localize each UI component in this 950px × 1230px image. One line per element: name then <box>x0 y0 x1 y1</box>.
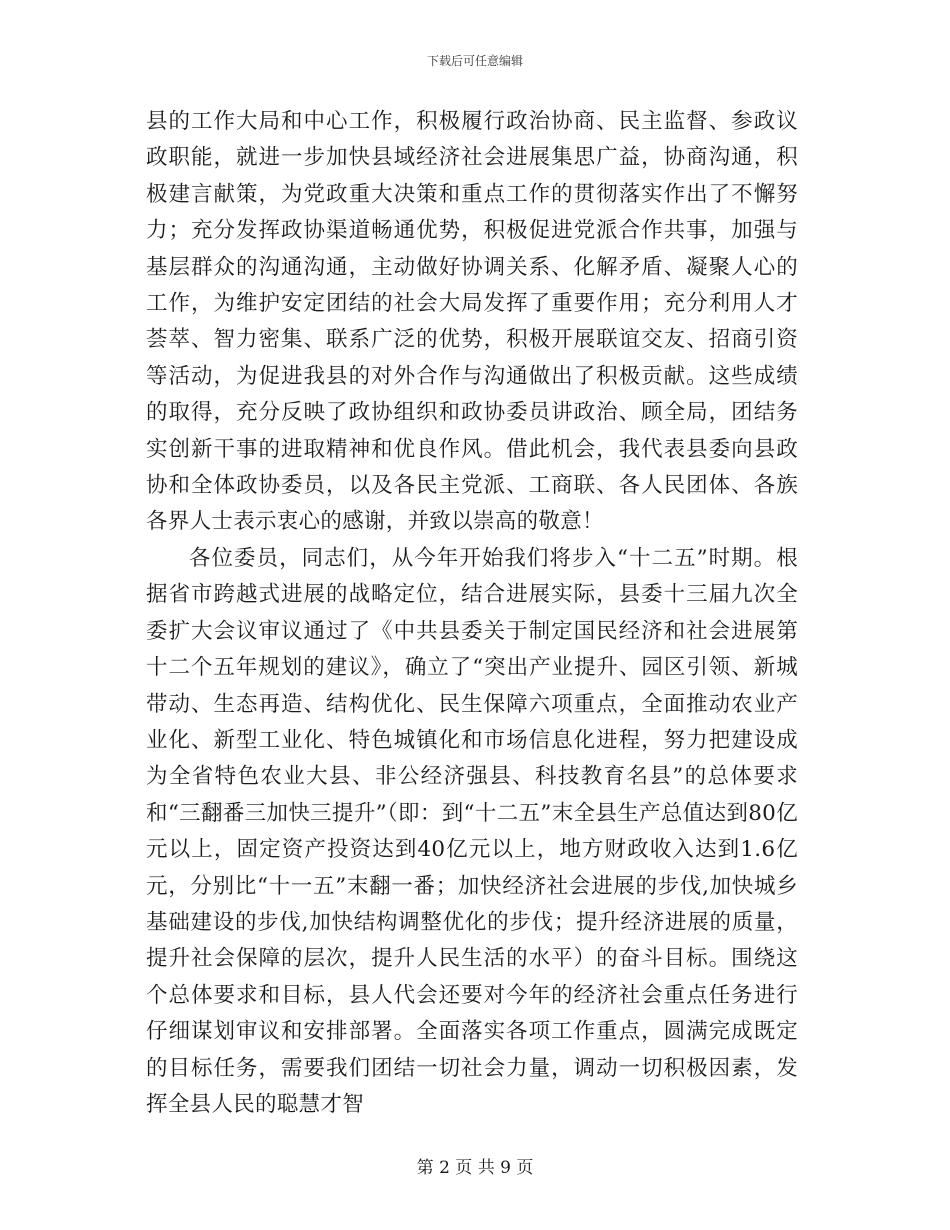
paragraph-continuation: 县的工作大局和中心工作，积极履行政治协商、民主监督、参政议政职能，就进一步加快县域经济社会进展集思广益，协商沟通，积极建言献策，为党政重大决策和重点工作的贯彻落实作出了不懈努力；充分发挥政协渠道畅通优势，积极促进党派合作共事，加强与基层群众的沟通沟通，主动做好协调关系、化解矛盾、凝聚人心的工作，为维护安定团结的社会大局发挥了重要作用；充分利用人才荟萃、智力密集、联系广泛的优势，积极开展联谊交友、招商引资等活动，为促进我县的对外合作与沟通做出了积极贡献。这些成绩的取得，充分反映了政协组织和政协委员讲政治、顾全局，团结务实创新干事的进取精神和优良作风。借此机会，我代表县委向县政协和全体政协委员，以及各民主党派、工商联、各人民团体、各族各界人士表示衷心的感谢，并致以崇高的敬意！ <box>146 109 798 535</box>
page-number: 第 2 页 共 9 页 <box>416 1158 534 1178</box>
page-header: 下载后可任意编辑 <box>426 54 523 68</box>
document-body <box>146 104 798 1123</box>
paragraph-second: 各位委员，同志们，从今年开始我们将步入“十二五”时期。根据省市跨越式进展的战略定位，结合进展实际，县委十三届九次全委扩大会议审议通过了《中共县委关于制定国民经济和社会进展第十二个五年规划的建议》，确立了“突出产业提升、园区引领、新城带动、生态再造、结构优化、民生保障六项重点，全面推动农业产业化、新型工业化、特色城镇化和市场信息化进程，努力把建设成为全省特色农业大县、非公经济强县、科技教育名县”的总体要求和“三翻番三加快三提升”（即：到“十二五”末全县生产总值达到80亿元以上，固定资产投资达到40亿元以上，地方财政收入达到1.6亿元，分别比“十一五”末翻一番；加快经济社会进展的步伐,加快城乡基础建设的步伐,加快结构调整优化的步伐；提升经济进展的质量，提升社会保障的层次，提升人民生活的水平）的奋斗目标。围绕这个总体要求和目标，县人代会还要对今年的经济社会重点任务进行仔细谋划审议和安排部署。全面落实各项工作重点，圆满完成既定的目标任务，需要我们团结一切社会力量，调动一切积极因素，发挥全县人民的聪慧才智 <box>146 545 798 1117</box>
